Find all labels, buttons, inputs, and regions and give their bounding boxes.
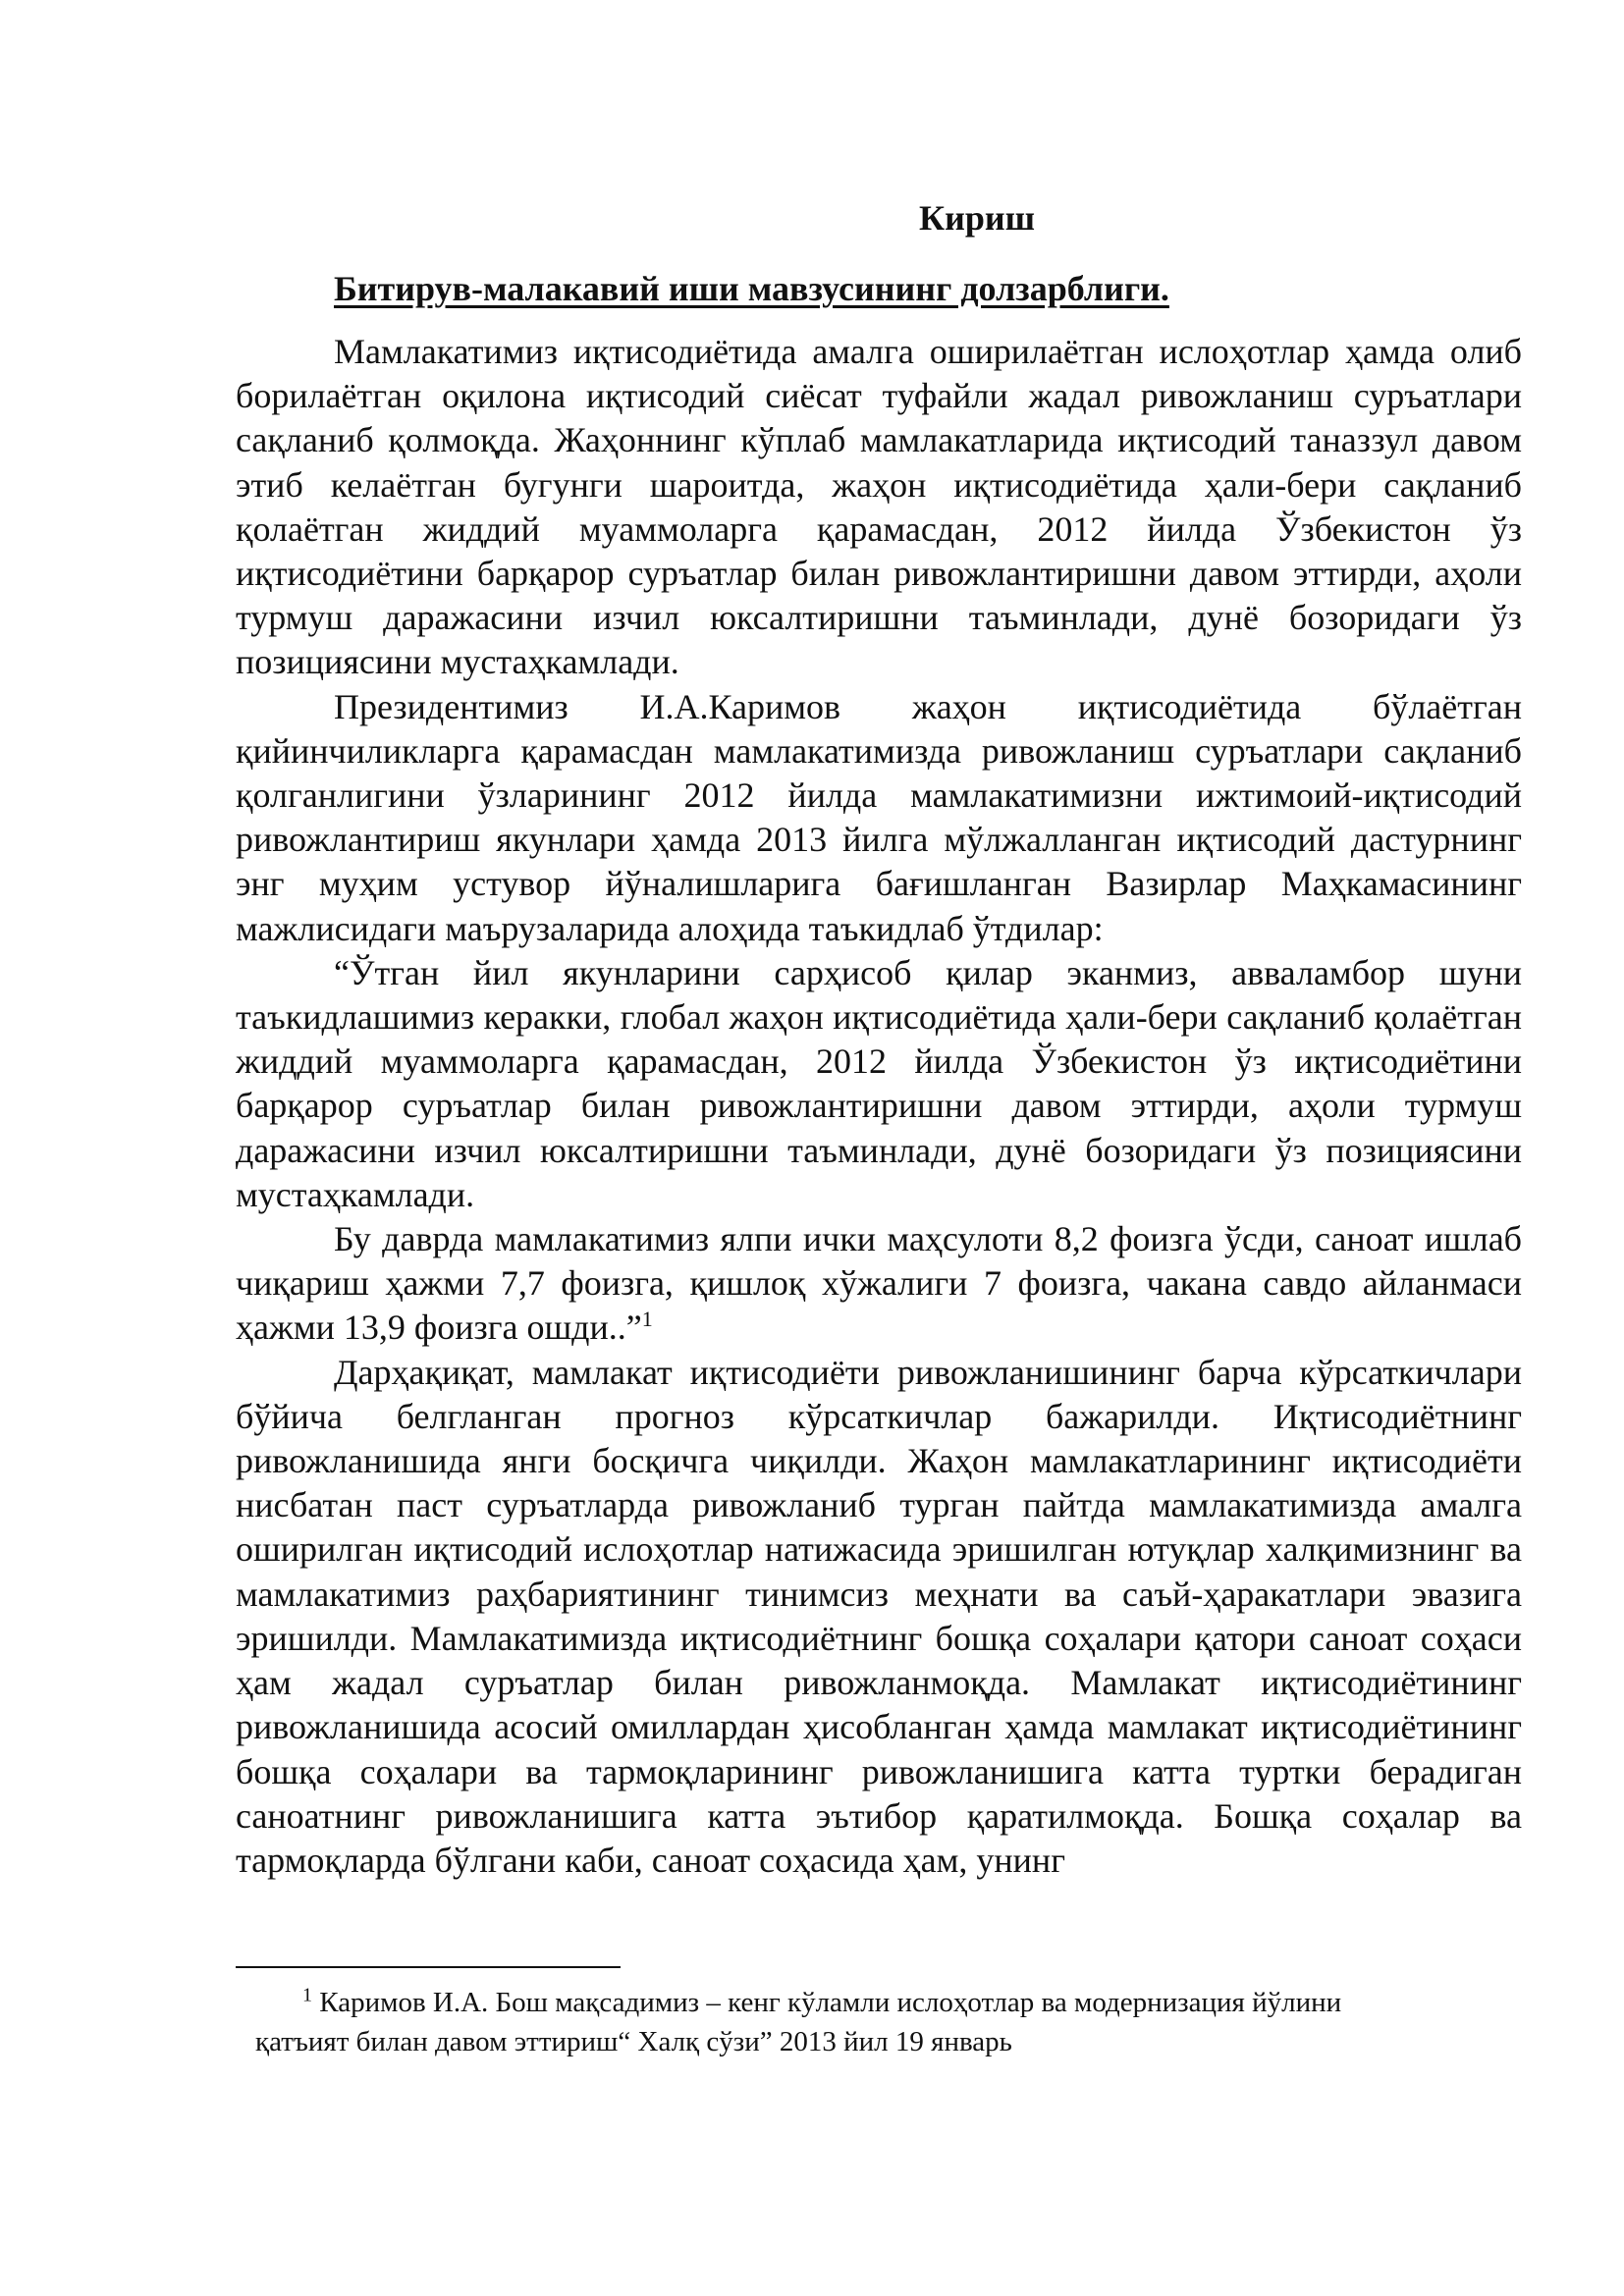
paragraph-4-text: Бу даврда мамлакатимиз ялпи ички маҳсулоти 8,2 фоизга ўсди, саноат ишлаб чиқариш ҳажми 7,7 фоизга, қишлоқ хўжалиги 7 фоизга, чакана савдо айланмаси ҳажми 13,9 фоизга ошди..” bbox=[236, 1219, 1522, 1348]
document-body bbox=[236, 194, 1522, 1883]
footnote bbox=[236, 1983, 1522, 2061]
footnote-text: Каримов И.А. Бош мақсадимиз – кенг кўламли ислоҳотлар ва модернизация йўлини bbox=[319, 1987, 1342, 2018]
footnote-line-2: қатъият билан давом эттириш“ Халқ сўзи” 2013 йил 19 январь bbox=[255, 2026, 1012, 2057]
paragraph-2: Президентимиз И.А.Каримов жаҳон иқтисодиётида бўлаётган қийинчиликларга қарамасдан мамлакатимизда ривожланиш суръатлари сақланиб қолганлигини ўзларининг 2012 йилда мамлакатимизни ижтимоий-иқтисодий ривожлантириш якунлари ҳамда 2013 йилга мўлжалланган иқтисодий дастурнинг энг муҳим устувор йўналишларига бағишланган Вазирлар Маҳкамасининг мажлисидаги маърузаларида алоҳида таъкидлаб ўтдилар: bbox=[236, 686, 1522, 948]
footnote-line-1 bbox=[236, 1983, 1522, 2022]
paragraph-1: Мамлакатимиз иқтисодиётида амалга оширилаётган ислоҳотлар ҳамда олиб борилаётган оқилона иқтисодий сиёсат туфайли жадал ривожланиш суръатлари сақланиб қолмоқда. Жаҳоннинг кўплаб мамлакатларида иқтисодий таназзул давом этиб келаётган бугунги шароитда, жаҳон иқтисодиётида ҳали-бери сақланиб қолаётган жиддий муаммоларга қарамасдан, 2012 йилда Ўзбекистон ўз иқтисодиётини барқарор суръатлар билан ривожлантиришни давом эттирди, аҳоли турмуш даражасини изчил юксалтиришни таъминлади, дунё бозоридаги ўз позициясини мустаҳкамлади. bbox=[236, 332, 1522, 682]
paragraph-5: Дарҳақиқат, мамлакат иқтисодиёти ривожланишининг барча кўрсаткичлари бўйича белгланган прогноз кўрсаткичлар бажарилди. Иқтисодиётнинг ривожланишида янги босқичга чиқилди. Жаҳон мамлакатларининг иқтисодиёти нисбатан паст суръатларда ривожланиб турган пайтда мамлакатимизда амалга оширилган иқтисодий ислоҳотлар натижасида эришилган ютуқлар халқимизнинг ва мамлакатимиз раҳбариятининг тинимсиз меҳнати ва саъй-ҳаракатлари эвазига эришилди. Мамлакатимизда иқтисодиётнинг бошқа соҳалари қатори саноат соҳаси ҳам жадал суръатлар билан ривожланмоқда. Мамлакат иқтисодиётининг ривожланишида асосий омиллардан ҳисобланган ҳамда мамлакат иқтисодиётининг бошқа соҳалари ва тармоқларининг ривожланишига катта туртки берадиган саноатнинг ривожланишига катта эътибор қаратилмоқда. Бошқа соҳалар ва тармоқларда бўлгани каби, саноат соҳасида ҳам, унинг bbox=[236, 1352, 1522, 1880]
footnote-marker: 1 bbox=[302, 1984, 312, 2006]
section-heading: Битирув-малакавий иши мавзусининг долзарблиги. bbox=[334, 269, 1169, 308]
page-title: Кириш bbox=[918, 198, 1035, 238]
footnote-separator bbox=[236, 1966, 621, 1968]
paragraph-4-quote bbox=[236, 1217, 1522, 1351]
paragraph-3-quote: “Ўтган йил якунларини сарҳисоб қилар эканмиз, авваламбор шуни таъкидлашимиз керакки, глобал жаҳон иқтисодиётида ҳали-бери сақланиб қолаётган жиддий муаммоларга қарамасдан, 2012 йилда Ўзбекистон ўз иқтисодиётини барқарор суръатлар билан ривожлантиришни давом эттирди, аҳоли турмуш даражасини изчил юксалтиришни таъминлади, дунё бозоридаги ўз позициясини мустаҳкамлади. bbox=[236, 952, 1522, 1214]
footnote-reference[interactable]: 1 bbox=[641, 1307, 653, 1332]
